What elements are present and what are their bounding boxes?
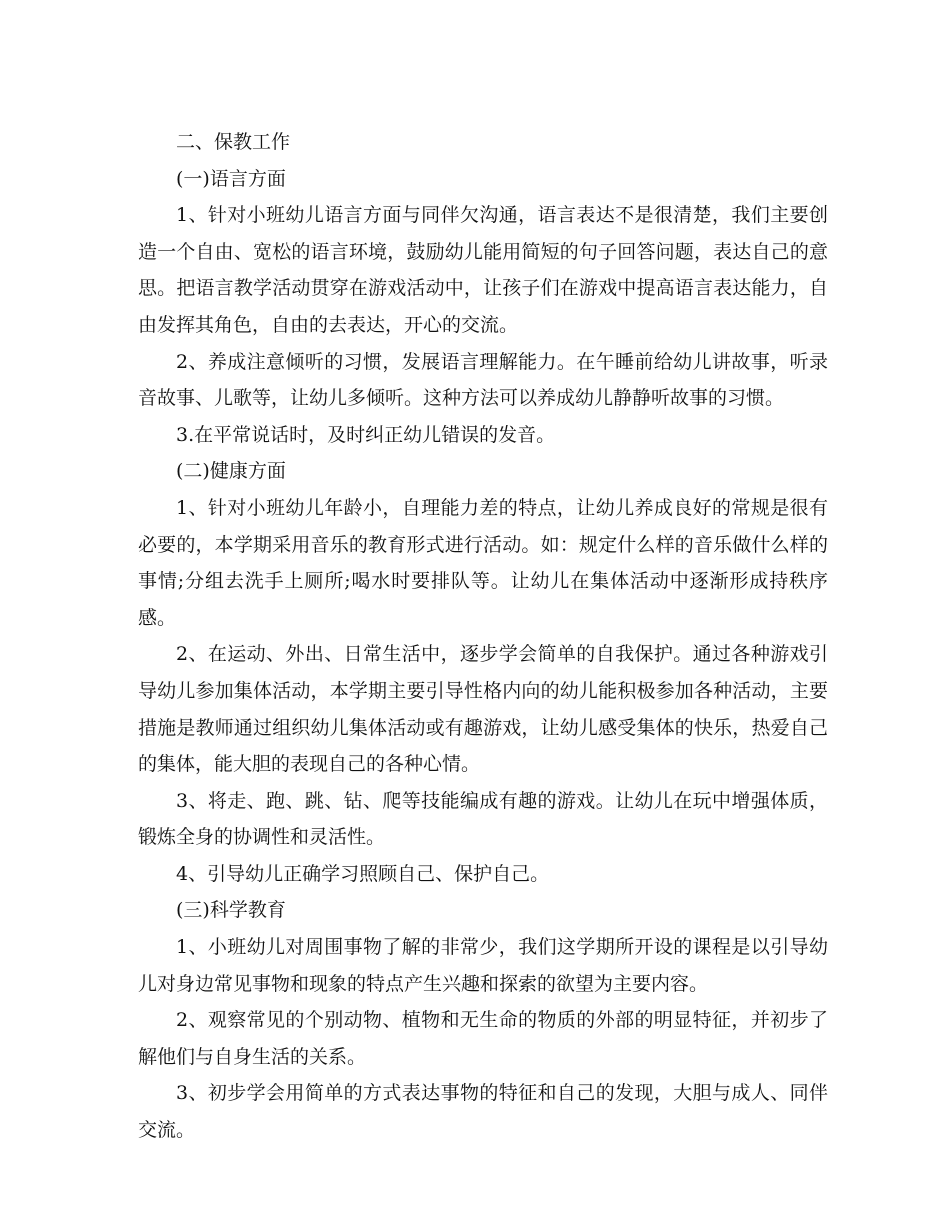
document-body [138,124,828,1149]
paragraph: 2、养成注意倾听的习惯，发展语言理解能力。在午睡前给幼儿讲故事，听录音故事、儿歌等，让幼儿多倾听。这种方法可以养成幼儿静静听故事的习惯。 [138,350,828,410]
paragraph: 3、将走、跑、跳、钻、爬等技能编成有趣的游戏。让幼儿在玩中增强体质，锻炼全身的协调性和灵活性。 [138,789,828,849]
subsection-heading-science: (三)科学教育 [176,899,286,922]
paragraph: 2、观察常见的个别动物、植物和无生命的物质的外部的明显特征，并初步了解他们与自身生活的关系。 [138,1009,828,1068]
paragraph: 1、针对小班幼儿年龄小，自理能力差的特点，让幼儿养成良好的常规是很有必要的，本学期采用音乐的教育形式进行活动。如：规定什么样的音乐做什么样的事情;分组去洗手上厕所;喝水时要排队等。让幼儿在集体活动中逐渐形成持秩序感。 [138,496,828,629]
section-heading-care-education: 二、保教工作 [176,131,291,153]
paragraph: 1、小班幼儿对周围事物了解的非常少，我们这学期所开设的课程是以引导幼儿对身边常见事物和现象的特点产生兴趣和探索的欲望为主要内容。 [138,936,828,995]
subsection-heading-health: (二)健康方面 [176,460,286,483]
paragraph: 3.在平常说话时，及时纠正幼儿错误的发音。 [176,423,556,446]
paragraph: 4、引导幼儿正确学习照顾自己、保护自己。 [176,862,550,885]
paragraph: 1、针对小班幼儿语言方面与同伴欠沟通，语言表达不是很清楚，我们主要创造一个自由、宽松的语言环境，鼓励幼儿能用简短的句子回答问题，表达自己的意思。把语言教学活动贯穿在游戏活动中，让孩子们在游戏中提高语言表达能力，自由发挥其角色，自由的去表达，开心的交流。 [138,204,828,336]
paragraph: 2、在运动、外出、日常生活中，逐步学会简单的自我保护。通过各种游戏引导幼儿参加集体活动，本学期主要引导性格内向的幼儿能积极参加各种活动，主要措施是教师通过组织幼儿集体活动或有趣游戏，让幼儿感受集体的快乐，热爱自己的集体，能大胆的表现自己的各种心情。 [138,643,828,776]
subsection-heading-language: (一)语言方面 [176,167,286,190]
paragraph: 3、初步学会用简单的方式表达事物的特征和自己的发现，大胆与成人、同伴交流。 [138,1082,828,1142]
